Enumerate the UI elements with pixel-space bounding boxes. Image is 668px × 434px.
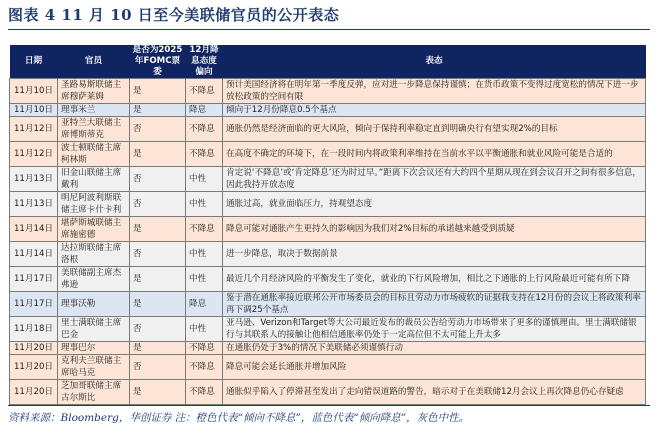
stance-cell: 不降息 [186,79,223,104]
date-cell: 11月12日 [10,142,58,167]
footer-divider [8,405,650,406]
fomc-voter-cell: 否 [130,317,186,342]
stance-cell: 中性 [186,242,223,267]
stance-cell: 中性 [186,192,223,217]
official-cell: 达拉斯联储主席洛根 [58,242,130,267]
fomc-voter-cell: 是 [130,267,186,292]
fomc-voter-cell: 是 [130,79,186,104]
table-row [10,167,646,192]
statement-cell: 通胀似乎陷入了停滞甚至发出了走向错误道路的警告，暗示对于在美联储12月会议上再次降息仍心存疑虑 [223,380,646,405]
table-row [10,380,646,405]
fed-statements-table [9,45,646,405]
fomc-voter-cell: 是 [130,342,186,355]
official-cell: 旧金山联储主席戴利 [58,167,130,192]
statement-cell: 肯定说‘不降息’或‘肯定降息’还为时过早。”距离下次会议还有大约四个星期从现在到会议召开之间有很多信息，因此我持开放态度 [223,167,646,192]
date-cell: 11月10日 [10,79,58,104]
table-row [10,79,646,104]
date-cell: 11月10日 [10,104,58,117]
stance-cell: 不降息 [186,142,223,167]
fomc-voter-cell: 是 [130,142,186,167]
figure-title: 图表 4 11 月 10 日至今美联储官员的公开表态 [8,6,340,24]
fomc-voter-cell: 否 [130,242,186,267]
stance-cell: 不降息 [186,217,223,242]
statement-cell: 最近几个月经济风险的平衡发生了变化，就业的下行风险增加，相比之下通胀的上行风险最近可能有所下降 [223,267,646,292]
table-header-row [10,45,646,79]
title-divider [8,29,650,30]
stance-cell: 降息 [186,104,223,117]
header-statement: 表态 [223,45,646,79]
statement-cell: 通胀过高，就业面临压力，持观望态度 [223,192,646,217]
table-row [10,292,646,317]
table-row [10,242,646,267]
stance-cell: 不降息 [186,117,223,142]
date-cell: 11月18日 [10,317,58,342]
statement-cell: 预计美国经济将在明年第一季度反弹，应对进一步降息保持谨慎；在货币政策不变得过度宽松的情况下进一步放松政策的空间有限 [223,79,646,104]
table-row [10,142,646,167]
date-cell: 11月20日 [10,342,58,355]
date-cell: 11月14日 [10,217,58,242]
date-cell: 11月20日 [10,380,58,405]
date-cell: 11月13日 [10,167,58,192]
stance-cell: 降息 [186,292,223,317]
official-cell: 芝加哥联储主席古尔斯比 [58,380,130,405]
fomc-voter-cell: 是 [130,292,186,317]
statement-cell: 鉴于潜在通胀率接近联邦公开市场委员会的目标且劳动力市场疲软的证据我支持在12月份的会议上将政策利率再下调25个基点 [223,292,646,317]
date-cell: 11月13日 [10,192,58,217]
stance-cell: 不降息 [186,342,223,355]
header-date: 日期 [10,45,58,79]
official-cell: 圣路易斯联储主席穆萨莱姆 [58,79,130,104]
source-note: 资料来源：Bloomberg，华创证券 注：橙色代表“倾向不降息”，蓝色代表“倾向降息”，灰色中性。 [8,412,470,424]
statement-cell: 通胀仍然是经济面临的更大风险，倾向于保持利率稳定直到明确央行有望实现2%的目标 [223,117,646,142]
fomc-voter-cell: 否 [130,167,186,192]
official-cell: 明尼阿波利斯联储主席卡什卡利 [58,192,130,217]
statement-cell: 在通胀仍处于3%的情况下美联储必须谨慎行动 [223,342,646,355]
official-cell: 理事巴尔 [58,342,130,355]
fomc-voter-cell: 否 [130,355,186,380]
statement-cell: 亚马逊、Verizon和Target等大公司最近发布的裁员公告给劳动力市场带来了更多的谨慎理由。里士满联储银行与其联系人的接触让他相信通胀率仍处于一定高位但不太可能上升太多 [223,317,646,342]
table-row [10,217,646,242]
statement-cell: 在高度不确定的环境下，在一段时间内将政策利率维持在当前水平以平衡通胀和就业风险可能是合适的 [223,142,646,167]
official-cell: 堪萨斯城联储主席施密德 [58,217,130,242]
statement-cell: 降息可能对通胀产生更持久的影响因为我们对2%目标的承诺越来越受到质疑 [223,217,646,242]
fomc-voter-cell: 是 [130,380,186,405]
header-official: 官员 [58,45,130,79]
table-row [10,117,646,142]
stance-cell: 不降息 [186,380,223,405]
stance-cell: 中性 [186,267,223,292]
official-cell: 里士满联储主席巴金 [58,317,130,342]
fomc-voter-cell: 否 [130,117,186,142]
official-cell: 亚特兰大联储主席博斯蒂克 [58,117,130,142]
statement-cell: 降息可能会延长通胀并增加风险 [223,355,646,380]
date-cell: 11月14日 [10,242,58,267]
header-fomc-voter: 是否为2025年FOMC票委 [130,45,186,79]
official-cell: 理事米兰 [58,104,130,117]
official-cell: 理事沃勒 [58,292,130,317]
official-cell: 克利夫兰联储主席哈马克 [58,355,130,380]
fomc-voter-cell: 否 [130,192,186,217]
stance-cell: 中性 [186,317,223,342]
fomc-voter-cell: 是 [130,104,186,117]
table-row [10,192,646,217]
date-cell: 11月17日 [10,292,58,317]
table-row [10,104,646,117]
stance-cell: 中性 [186,167,223,192]
table-row [10,342,646,355]
table-row [10,355,646,380]
table-row [10,317,646,342]
header-december-stance: 12月降息态度偏向 [186,45,223,79]
date-cell: 11月17日 [10,267,58,292]
date-cell: 11月12日 [10,117,58,142]
statement-cell: 进一步降息，取决于数据前景 [223,242,646,267]
date-cell: 11月20日 [10,355,58,380]
stance-cell: 不降息 [186,355,223,380]
official-cell: 波士顿联储主席柯林斯 [58,142,130,167]
table-row [10,267,646,292]
official-cell: 美联储副主席杰弗逊 [58,267,130,292]
table-body [10,79,646,405]
fomc-voter-cell: 是 [130,217,186,242]
statement-cell: 倾向于12月份降息0.5个基点 [223,104,646,117]
statements-table-container [9,45,645,405]
